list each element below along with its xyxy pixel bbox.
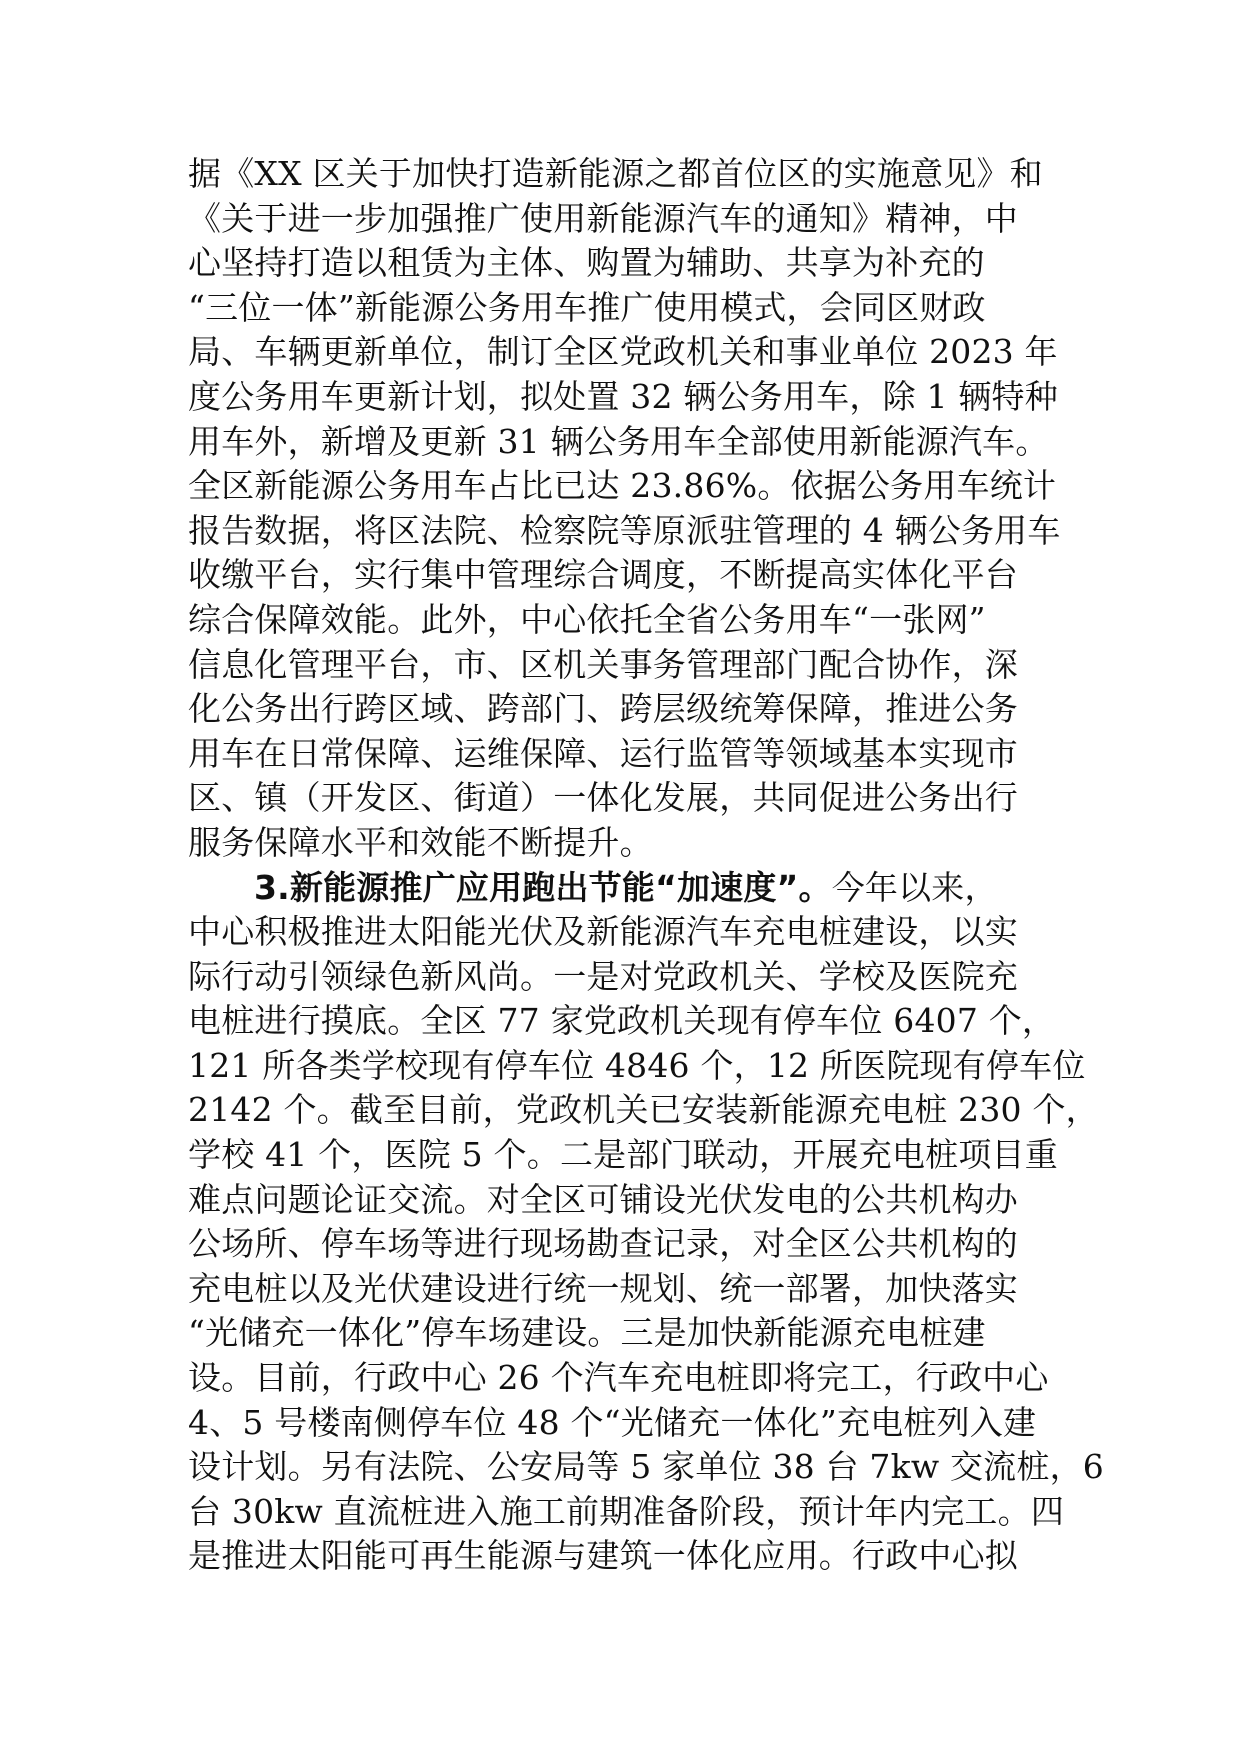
text-line: “三位一体”新能源公务用车推广使用模式，会同区财政 [188,287,986,327]
text-line: 用车在日常保障、运维保障、运行监管等领域基本实现市 [188,733,1018,773]
text-line: 设。目前，行政中心 26 个汽车充电桩即将完工，行政中心 [188,1358,1049,1398]
text-line: 《关于进一步加强推广使用新能源汽车的通知》精神，中 [188,198,1018,238]
text-line: 用车外，新增及更新 31 辆公务用车全部使用新能源汽车。 [188,421,1049,461]
section-heading: 3.新能源推广应用跑出节能“加速度”。 [254,867,832,907]
text-line: 据《XX 区关于加快打造新能源之都首位区的实施意见》和 [188,154,1043,193]
text-line: 电桩进行摸底。全区 77 家党政机关现有停车位 6407 个， [188,1001,1056,1041]
text-line: 服务保障水平和效能不断提升。 [188,822,653,862]
text-run: 今年以来， [831,867,998,907]
text-line: 度公务用车更新计划，拟处置 32 辆公务用车，除 1 辆特种 [188,376,1058,416]
body-text [188,152,1104,1579]
text-line: 局、车辆更新单位，制订全区党政机关和事业单位 2023 年 [188,332,1058,372]
text-line: 心坚持打造以租赁为主体、购置为辅助、共享为补充的 [188,243,985,283]
text-line: 综合保障效能。此外，中心依托全省公务用车“一张网” [188,599,986,639]
text-line: 区、镇（开发区、街道）一体化发展，共同促进公务出行 [188,778,1018,818]
text-line: 是推进太阳能可再生能源与建筑一体化应用。行政中心拟 [188,1536,1018,1576]
text-line: 公场所、停车场等进行现场勘查记录，对全区公共机构的 [188,1224,1018,1264]
paragraph-1 [188,152,1068,866]
text-line: 中心积极推进太阳能光伏及新能源汽车充电桩建设，以实 [188,912,1018,952]
text-line: 2142 个。截至目前，党政机关已安装新能源充电桩 230 个， [188,1090,1099,1130]
text-line: 全区新能源公务用车占比已达 23.86%。依据公务用车统计 [188,466,1057,506]
text-line: 化公务出行跨区域、跨部门、跨层级统筹保障，推进公务 [188,689,1018,729]
text-line: 充电桩以及光伏建设进行统一规划、统一部署，加快落实 [188,1268,1018,1308]
text-line: 难点问题论证交流。对全区可铺设光伏发电的公共机构办 [188,1179,1018,1219]
text-line: 4、5 号楼南侧停车位 48 个“光储充一体化”充电桩列入建 [188,1402,1037,1442]
paragraph-2 [188,866,1104,1580]
text-line: 报告数据，将区法院、检察院等原派驻管理的 4 辆公务用车 [188,510,1061,550]
text-line: 设计划。另有法院、公安局等 5 家单位 38 台 7kw 交流桩，6 [188,1447,1104,1487]
text-line: 学校 41 个，医院 5 个。二是部门联动，开展充电桩项目重 [188,1135,1058,1175]
text-line: “光储充一体化”停车场建设。三是加快新能源充电桩建 [188,1313,986,1353]
text-line: 台 30kw 直流桩进入施工前期准备阶段，预计年内完工。四 [188,1491,1065,1531]
text-line: 121 所各类学校现有停车位 4846 个，12 所医院现有停车位 [188,1045,1086,1085]
paragraph-2-first-line [188,866,1068,911]
text-line: 际行动引领绿色新风尚。一是对党政机关、学校及医院充 [188,956,1018,996]
text-line: 信息化管理平台，市、区机关事务管理部门配合协作，深 [188,644,1018,684]
text-line: 收缴平台，实行集中管理综合调度，不断提高实体化平台 [188,555,1018,595]
